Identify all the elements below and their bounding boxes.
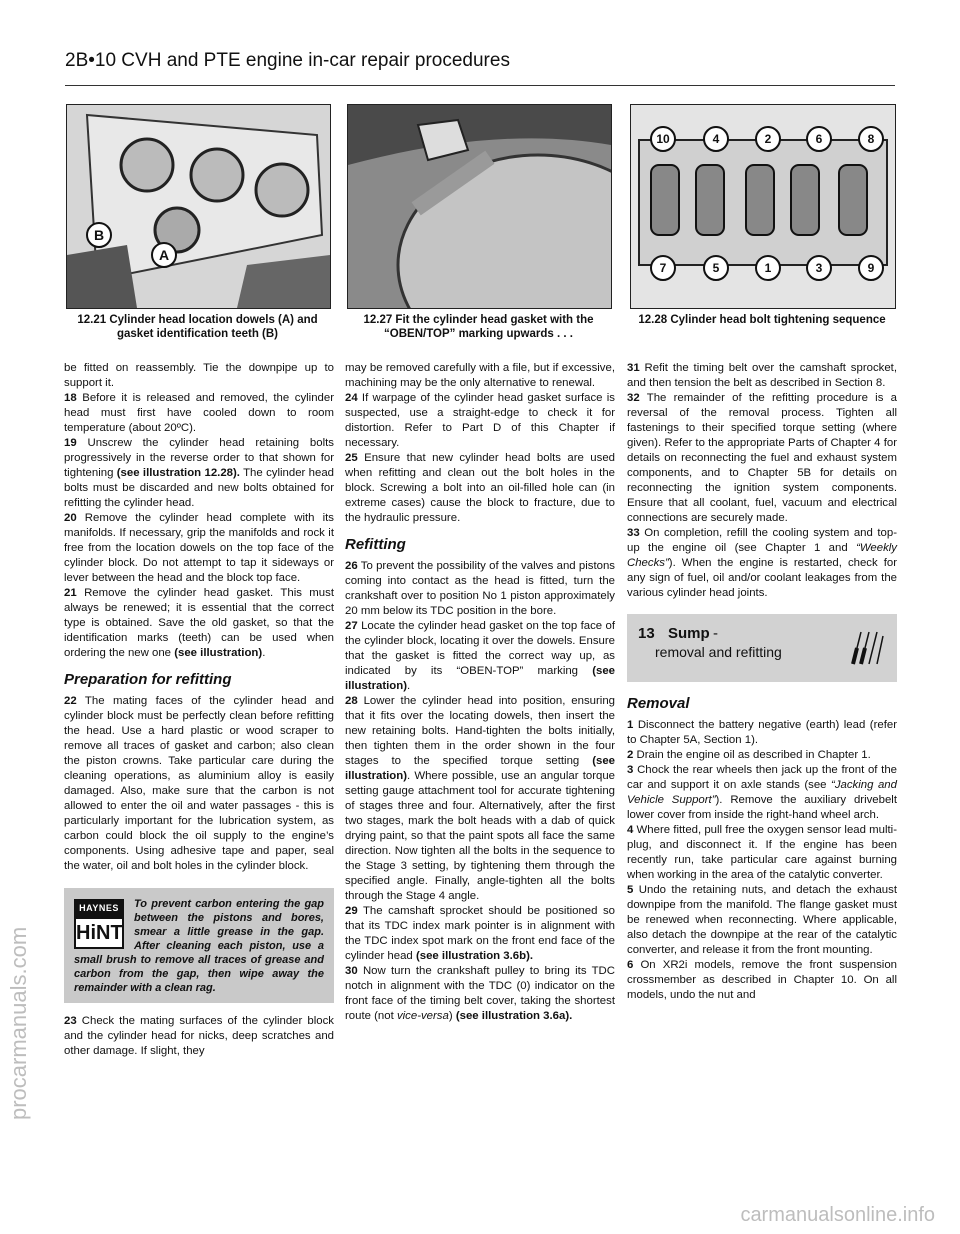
- paragraph-20: [64, 511, 334, 586]
- step-number: 3: [627, 764, 634, 776]
- paragraph-text: Remove the cylinder head gasket. This must always be renewed; it is essential that the correct type is obtained. Save the old gasket, so that the identification marks (teeth) can be used when ordering the new one: [64, 587, 334, 659]
- text-column-3: [627, 361, 897, 1003]
- paragraph-23: [64, 1014, 334, 1059]
- hint-text: To prevent carbon entering the gap between the pistons and bores, smear a little grease in the gap. After cleaning each piston, use a small brush to remove all traces of grease and carbon from the gap, then wipe away the remainder with a clean rag.: [74, 898, 324, 994]
- step-number: 4: [627, 824, 634, 836]
- figure-caption-12-27: 12.27 Fit the cylinder head gasket with the “OBEN/TOP” marking upwards . . .: [363, 314, 594, 340]
- paragraph-text: The cylinder head bolts must be discarded and new bolts obtained for refitting the cylinder head.: [64, 467, 335, 509]
- bolt-label-5: 5: [703, 255, 729, 281]
- illustration-ref: (see illustration 12.28).: [116, 467, 240, 479]
- paragraph-30: [345, 964, 615, 1024]
- step-number: 28: [345, 695, 358, 707]
- paragraph-text: Remove the cylinder head complete with its manifolds. If necessary, grip the manifolds and rock it free from the location dowels on the top face of the cylinder block. Do not attempt to tap it sideways or lever between the head and the block top face.: [64, 512, 334, 584]
- paragraph-text: Where fitted, pull free the oxygen sensor lead multi-plug, and disconnect it. If the engine has been recently run, take particular care against burning when working in the area of the catalytic converter.: [627, 824, 897, 881]
- paragraph-text: Now turn the crankshaft pulley to bring its TDC notch in alignment with the TDC (0) indicator on the front face of the timing belt cover, taking the shortest route (not: [345, 965, 615, 1022]
- step-number: 27: [345, 620, 358, 632]
- punctuation: .: [407, 680, 411, 692]
- paragraph-text: ). Remove the auxiliary drivebelt lower cover from inside the right-hand wheel arch.: [627, 794, 898, 821]
- paragraph-28: [345, 694, 615, 904]
- paragraph-6: [627, 958, 897, 1003]
- paragraph-text: may be removed carefully with a file, but if excessive, machining may be the only alternative to renewal.: [345, 362, 615, 389]
- bolt-label-1: 1: [755, 255, 781, 281]
- bolt-label-10: 10: [650, 126, 676, 152]
- paragraph-text: Chock the rear wheels then jack up the front of the car and support it on axle stands (see: [627, 764, 897, 791]
- step-number: 23: [64, 1015, 77, 1027]
- paragraph-5: [627, 883, 897, 958]
- italic-text: “Jacking and Vehicle Support”: [627, 779, 897, 806]
- paragraph-text: . Where possible, use an angular torque setting gauge attachment tool for accurate tightening of stages three and four. Alternatively, after the first two stages, mark the bolt heads with a dab of quick drying paint, so that the paint spots all face the same direction. Now tighten all the bolts in the sequence to the Stage 3 setting, by tightening them through the specified angle. Finally, angle-tighten all the bolts through the Stage 4 angle.: [345, 770, 615, 902]
- paragraph-text: Before it is released and removed, the cylinder head must first have cooled down to room temperature (about 20ºC).: [64, 392, 334, 434]
- paragraph-25: [345, 451, 615, 526]
- paragraph-text: Refit the timing belt over the camshaft sprocket, and then tension the belt as described in Section 8.: [627, 362, 898, 389]
- step-number: 32: [627, 392, 640, 404]
- paragraph-26: [345, 559, 615, 619]
- logo-bottom: HiNT: [74, 917, 124, 949]
- step-number: 26: [345, 560, 358, 572]
- logo-top: HAYNES: [74, 899, 124, 917]
- paragraph-text: Locate the cylinder head gasket on the top face of the cylinder block, locating it over the dowels. Ensure that the gasket is fitted the correct way up, as indicated by its “OBEN-TOP” marking: [345, 620, 615, 677]
- illustration-ref: (see illustration): [174, 647, 263, 659]
- paragraph-text: To prevent the possibility of the valves and pistons coming into contact as the head is fitted, turn the crankshaft over to position No 1 piston approximately 20 mm below its TDC position in the bore.: [345, 560, 615, 617]
- section-number: 13: [638, 625, 655, 642]
- illustration-ref: (see illustration): [345, 755, 615, 782]
- paragraph-text: On completion, refill the cooling system and top-up the engine oil (see Chapter 1 and: [627, 527, 897, 554]
- subheading-preparation: Preparation for refitting: [64, 671, 232, 688]
- section-title: Sump: [668, 625, 710, 642]
- watermark-side: procarmanuals.com: [6, 926, 31, 1120]
- paragraph-4: [627, 823, 897, 883]
- header-divider: [65, 85, 895, 86]
- paragraph-19: [64, 436, 334, 511]
- subheading-refitting: Refitting: [345, 536, 406, 553]
- bolt-label-2: 2: [755, 126, 781, 152]
- paragraph-text: ): [448, 1010, 453, 1022]
- paragraph-text: Undo the retaining nuts, and detach the exhaust downpipe from the manifold. The flange gasket must be renewed when reconnecting. Where applicable, also detach the downpipe at the rear of the catalytic converter, and release it from the front mounting.: [627, 884, 898, 956]
- page-header: 2B•10 CVH and PTE engine in-car repair procedures: [65, 50, 510, 71]
- bolt-label-7: 7: [650, 255, 676, 281]
- paragraph-text: The camshaft sprocket should be positioned so that its TDC index mark pointer is in alignment with the TDC index spot mark on the front end face of the cylinder head: [345, 905, 615, 962]
- paragraph-text: Unscrew the cylinder head retaining bolts progressively in the reverse order to that shown for tightening: [64, 437, 334, 479]
- punctuation: .: [262, 647, 266, 659]
- italic-text: “Weekly Checks”: [627, 542, 898, 569]
- text-column-2: [345, 361, 615, 1024]
- paragraph-33: [627, 526, 897, 601]
- paragraph-27: [345, 619, 615, 694]
- step-number: 21: [64, 587, 77, 599]
- figure-label-a: A: [151, 242, 177, 268]
- paragraph-text: Check the mating surfaces of the cylinder block and the cylinder head for nicks, deep scratches and other damage. If slight, they: [64, 1015, 335, 1057]
- figure-12-21-photo: [66, 104, 331, 309]
- spanner-difficulty-icon: [847, 624, 885, 670]
- paragraph: [64, 361, 334, 391]
- paragraph-24: [345, 391, 615, 451]
- haynes-hint-box: [64, 888, 334, 1003]
- paragraph-21: [64, 586, 334, 661]
- paragraph-text: The mating faces of the cylinder head and cylinder block must be perfectly clean before refitting the head. Use a hard plastic or wood scraper to remove all traces of gasket and carbon; also clean the piston crowns. Take particular care during the cleaning operations, as aluminium alloy is easily damaged. Also, make sure that the carbon is not allowed to enter the oil and water passages - this is particularly important for the lubrication system, as carbon could block the oil supply to the engine’s components. Using adhesive tape and paper, seal the water, oil and bolt holes in the cylinder block.: [64, 695, 334, 872]
- paragraph-text: On XR2i models, remove the front suspension crossmember as described in Chapter 10. On all models, undo the nut and: [627, 959, 897, 1001]
- paragraph-32: [627, 391, 897, 526]
- watermark-bottom: carmanualsonline.info: [740, 1204, 935, 1226]
- paragraph-text: If warpage of the cylinder head gasket surface is suspected, use a straight-edge to check it for distortion. Refer to Part D of this Chapter if necessary.: [345, 392, 615, 449]
- paragraph-31: [627, 361, 897, 391]
- paragraph-29: [345, 904, 615, 964]
- step-number: 29: [345, 905, 358, 917]
- step-number: 30: [345, 965, 358, 977]
- section-subtitle: removal and refitting: [655, 644, 782, 660]
- bolt-label-4: 4: [703, 126, 729, 152]
- step-number: 33: [627, 527, 640, 539]
- subheading-removal: Removal: [627, 695, 690, 712]
- step-number: 19: [64, 437, 77, 449]
- section-heading-box: [627, 614, 897, 682]
- step-number: 24: [345, 392, 358, 404]
- bolt-label-8: 8: [858, 126, 884, 152]
- illustration-ref: (see illustration 3.6a).: [455, 1010, 573, 1022]
- figure-12-27-photo: [347, 104, 612, 309]
- step-number: 20: [64, 512, 77, 524]
- paragraph-text: Ensure that new cylinder head bolts are used when refitting and clean out the bolt holes in the block. Screwing a bolt into an oil-filled hole can (in extreme cases) cause the block to fracture, due to the hydraulic pressure.: [345, 452, 616, 524]
- paragraph-text: Drain the engine oil as described in Chapter 1.: [636, 749, 871, 761]
- italic-text: vice-versa: [396, 1010, 449, 1022]
- step-number: 5: [627, 884, 634, 896]
- paragraph-text: Disconnect the battery negative (earth) lead (refer to Chapter 5A, Section 1).: [627, 719, 897, 746]
- step-number: 31: [627, 362, 640, 374]
- step-number: 6: [627, 959, 634, 971]
- text-column-1: [64, 361, 334, 1059]
- paragraph-1: [627, 718, 897, 748]
- step-number: 1: [627, 719, 634, 731]
- figure-caption-12-21: 12.21 Cylinder head location dowels (A) and gasket identification teeth (B): [77, 314, 318, 340]
- step-number: 25: [345, 452, 358, 464]
- figure-caption-12-28: 12.28 Cylinder head bolt tightening sequence: [638, 314, 886, 326]
- step-number: 18: [64, 392, 77, 404]
- figure-label-b: B: [86, 222, 112, 248]
- bolt-label-3: 3: [806, 255, 832, 281]
- paragraph-text: Lower the cylinder head into position, ensuring that it fits over the locating dowels, then insert the new retaining bolts. Hand-tighten the bolts initially, then tighten them in the order shown in the four stages to the specified torque setting: [345, 695, 616, 767]
- paragraph-22: [64, 694, 334, 874]
- step-number: 22: [64, 695, 77, 707]
- illustration-ref: (see illustration): [345, 665, 615, 692]
- paragraph-18: [64, 391, 334, 436]
- paragraph-3: [627, 763, 897, 823]
- step-number: 2: [627, 749, 634, 761]
- paragraph-2: [627, 748, 897, 763]
- paragraph: [345, 361, 615, 391]
- haynes-hint-logo: [74, 899, 124, 949]
- section-dash: -: [713, 625, 718, 642]
- bolt-label-9: 9: [858, 255, 884, 281]
- paragraph-text: The remainder of the refitting procedure is a reversal of the removal process. Tighten all fastenings to their specified torque setting (where given). Refer to the appropriate Parts of Chapter 4 for details on reconnecting the fuel and exhaust system components, and to Chapter 5B for details on reconnecting the ignition system components. Ensure that all coolant, fuel, vacuum and electrical connections are securely made.: [627, 392, 897, 524]
- paragraph-text: be fitted on reassembly. Tie the downpipe up to support it.: [64, 362, 334, 389]
- illustration-ref: (see illustration 3.6b).: [415, 950, 534, 962]
- paragraph-text: ). When the engine is restarted, check for any sign of fuel, oil and/or coolant leakages from the various cylinder head joints.: [627, 557, 897, 599]
- bolt-label-6: 6: [806, 126, 832, 152]
